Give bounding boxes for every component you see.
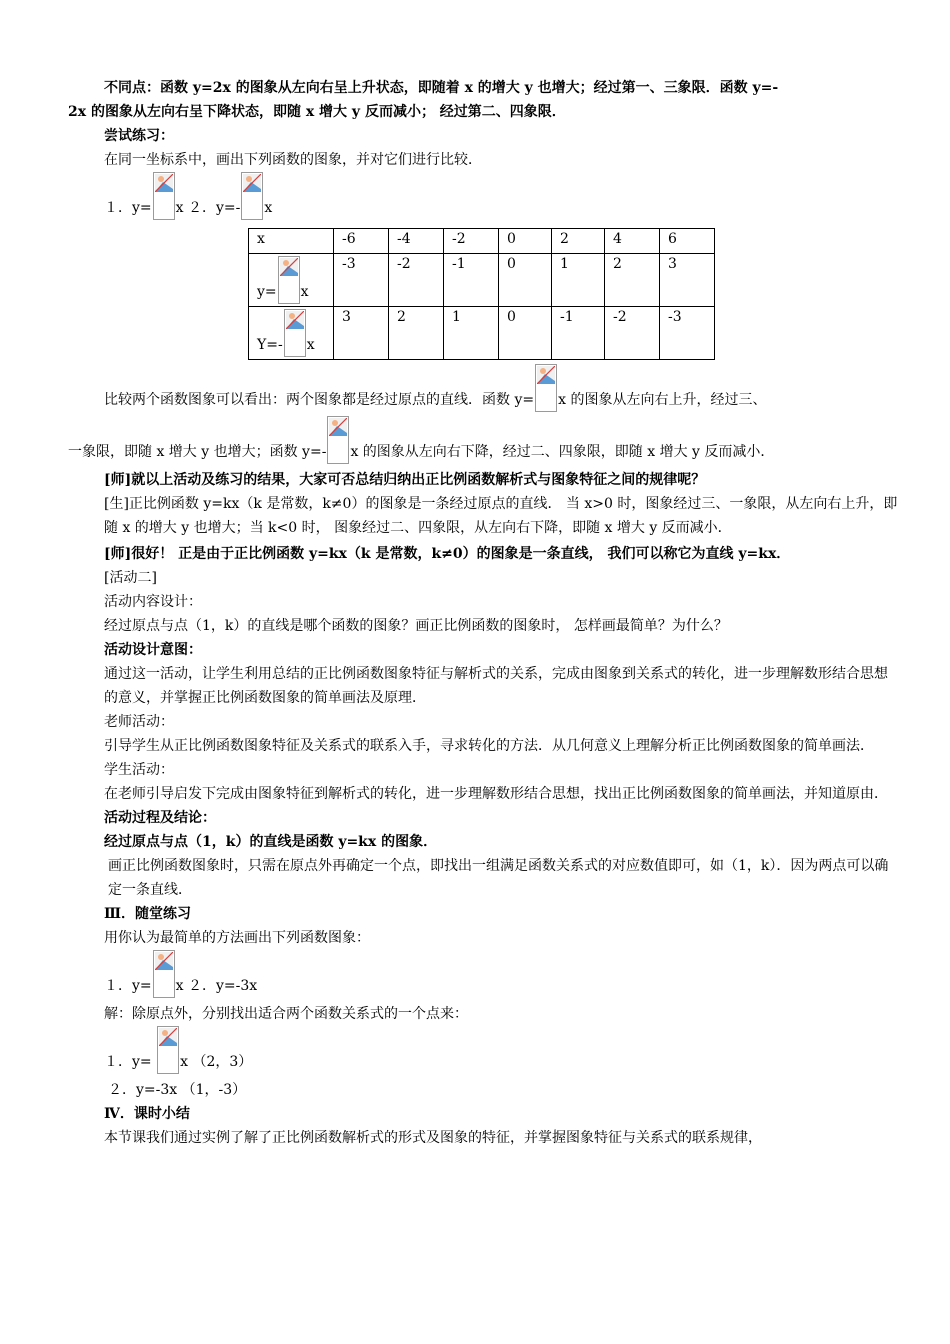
row-label-suffix: x [300,284,309,300]
student-activity-title: 学生活动： [104,762,174,778]
broken-image-icon [157,1026,179,1074]
try-text: 在同一坐标系中，画出下列函数的图象，并对它们进行比较． [104,152,482,168]
row-label-prefix: Y=- [257,337,283,353]
teacher-response: [师]很好！ 正是由于正比例函数 y=kx（k 是常数，k≠0）的图象是一条直线， 我们可以称它为直线 y=kx． [104,546,791,562]
try-title: 尝试练习： [104,128,174,144]
practice-line [68,950,898,1002]
intent-title: 活动设计意图： [104,642,202,658]
table-row-label [249,254,334,307]
broken-image-icon [535,364,557,412]
table-cell: 0 [499,229,552,254]
student-answer: [生]正比例函数 y=kx（k 是常数，k≠0）的图象是一条经过原点的直线． 当 x>0 时，图象经过三、一象限，从左向右上升，即随 x 的增大 y 也增大；当 k<0 时， 图象经过二、四象限，从左向右下降，即随 x 增大 y 反而减小． [104,496,898,536]
table-cell: -2 [444,229,499,254]
broken-image-icon [278,256,300,304]
broken-image-icon [284,309,306,357]
value-table [248,228,715,360]
intent-text: 通过这一活动，让学生利用总结的正比例函数图象特征与解析式的关系，完成由图象到关系式的转化，进一步理解数形结合思想的意义，并掌握正比例函数图象的简单画法及原理． [104,666,888,706]
compare-text-c: 一象限，即随 x 增大 y 也增大；函数 y=- [68,444,327,460]
table-row [249,229,715,254]
table-cell: 2 [389,307,444,360]
section-three-heading: Ⅲ．随堂练习 [104,906,192,922]
table-cell: -4 [389,229,444,254]
table-row [249,254,715,307]
table-cell: -3 [334,254,389,307]
line-differences-1: 不同点：函数 y=2x 的图象从左向右呈上升状态，即随着 x 的增大 y 也增大；经过第一、三象限．函数 y=- [104,80,779,96]
compare-text-a: 比较两个函数图象可以看出：两个图象都是经过原点的直线．函数 y= [104,392,535,408]
compare-text-b: x 的图象从左向右上升，经过三、 [558,392,767,408]
compare-line-1 [68,364,898,416]
table-cell: 0 [499,307,552,360]
design-text: 经过原点与点（1，k）的直线是哪个函数的图象？画正比例函数的图象时， 怎样画最简单？为什么？ [104,618,728,634]
table-cell: -2 [389,254,444,307]
compare-text-d: x 的图象从左向右下降，经过二、四象限，即随 x 增大 y 反而减小． [350,444,775,460]
section-four-heading: Ⅳ．课时小结 [104,1106,190,1122]
compare-line-2 [68,416,898,468]
table-cell: 3 [334,307,389,360]
exercise-1-prefix: １．y= [104,200,152,216]
design-title: 活动内容设计： [104,594,202,610]
table-cell: -1 [444,254,499,307]
table-cell: -3 [660,307,715,360]
teacher-activity-text: 引导学生从正比例函数图象特征及关系式的联系入手，寻求转化的方法．从几何意义上理解分析正比例函数图象的简单画法． [104,738,874,754]
solution-1-suffix: x （2，3） [180,1054,253,1070]
table-cell: 4 [605,229,660,254]
table-cell: 1 [444,307,499,360]
table-cell: 2 [605,254,660,307]
summary-text: 本节课我们通过实例了解了正比例函数解析式的形式及图象的特征，并掌握图象特征与关系式的联系规律， [104,1130,762,1146]
solution-line-1 [68,1026,898,1078]
teacher-question: [师]就以上活动及练习的结果，大家可否总结归纳出正比例函数解析式与图象特征之间的规律呢？ [104,472,706,488]
broken-image-icon [153,950,175,998]
solution-1-prefix: １．y= [104,1054,157,1070]
practice-prefix: １．y= [104,978,152,994]
section-three-text: 用你认为最简单的方法画出下列函数图象： [104,930,370,946]
table-cell: -1 [552,307,605,360]
table-cell: x [249,229,334,254]
line-differences-2: 2x 的图象从左向右呈下降状态，即随 x 增大 y 反而减小； 经过第二、四象限． [68,104,566,120]
broken-image-icon [241,172,263,220]
exercise-1-suffix: x [264,200,273,216]
table-cell: -6 [334,229,389,254]
student-activity-text: 在老师引导启发下完成由图象特征到解析式的转化，进一步理解数形结合思想，找出正比例函数图象的简单画法，并知道原由． [104,786,888,802]
table-cell: 6 [660,229,715,254]
activity-two-heading: [活动二] [104,570,157,586]
teacher-activity-title: 老师活动： [104,714,174,730]
solution-line-2: ２．y=-3x （1，-3） [108,1082,247,1098]
exercise-line-1 [68,172,898,224]
table-row-label [249,307,334,360]
table-cell: 0 [499,254,552,307]
table-cell: 2 [552,229,605,254]
exercise-1-middle: x ２．y=- [175,200,241,216]
practice-suffix: x ２．y=-3x [175,978,258,994]
row-label-suffix: x [306,337,315,353]
broken-image-icon [153,172,175,220]
table-cell: 3 [660,254,715,307]
table-cell: 1 [552,254,605,307]
broken-image-icon [327,416,349,464]
solution-intro: 解：除原点外，分别找出适合两个函数关系式的一个点来： [104,1006,468,1022]
process-text: 经过原点与点（1，k）的直线是函数 y=kx 的图象． [104,834,438,850]
table-row [249,307,715,360]
row-label-prefix: y= [257,284,277,300]
process-title: 活动过程及结论： [104,810,216,826]
document-page [68,76,898,1150]
draw-method-text: 画正比例函数图象时，只需在原点外再确定一个点，即找出一组满足函数关系式的对应数值即可，如（1，k）．因为两点可以确定一条直线． [108,858,889,898]
table-cell: -2 [605,307,660,360]
